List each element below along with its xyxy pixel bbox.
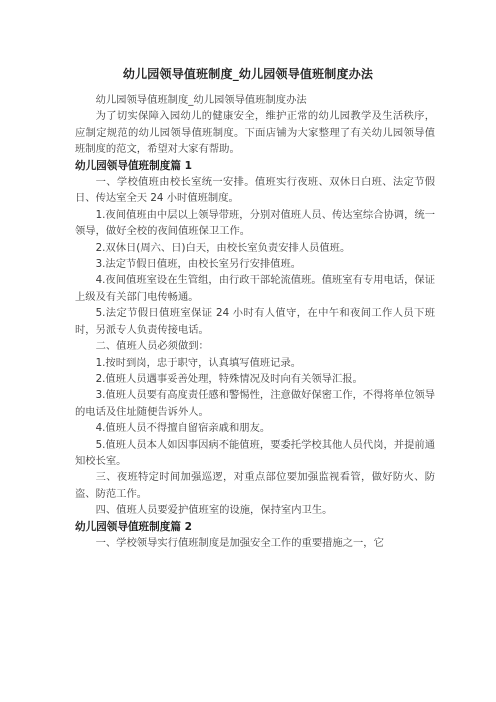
paragraph: 一、学校领导实行值班制度是加强安全工作的重要措施之一，它 [95,536,384,549]
paragraph: 1.夜间值班由中层以上领导带班，分别对值班人员、传达室综合协调，统一领导，做好全校的夜间值班保卫工作。 [75,208,435,238]
paragraph: 二、值班人员必须做到： [95,340,209,353]
paragraph: 3.法定节假日值班，由校长室另行安排值班。 [95,258,302,271]
paragraph: 2.双休日(周六、日)白天，由校长室负责安排人员值班。 [95,241,351,254]
paragraph: 1.按时到岗，忠于职守，认真填写值班记录。 [95,356,302,369]
document-title: 幼儿园领导值班制度_幼儿园领导值班制度办法 [122,67,374,81]
intro-paragraph: 为了切实保障入园幼儿的健康安全，维护正常的幼儿园教学及生活秩序，应制定规范的幼儿园领导值班制度。下面店铺为大家整理了有关幼儿园领导值班制度的范文，希望对大家有帮助。 [75,110,435,156]
document-body [75,92,435,551]
section-heading-2: 幼儿园领导值班制度篇 2 [75,520,192,533]
paragraph: 5.法定节假日值班室保证 24 小时有人值守，在中午和夜间工作人员下班时，另派专人负责传接电话。 [75,307,435,336]
paragraph: 3.值班人员要有高度责任感和警惕性，注意做好保密工作，不得将单位领导的电话及住址随便告诉外人。 [75,389,435,418]
paragraph: 一、学校值班由校长室统一安排。值班实行夜班、双休日白班、法定节假日、传达室全天 24 小时值班制度。 [75,176,435,205]
paragraph: 5.值班人员本人如因事因病不能值班，要委托学校其他人员代岗，并提前通知校长室。 [75,438,435,467]
paragraph: 四、值班人员要爱护值班室的设施，保持室内卫生。 [95,504,333,517]
paragraph: 4.夜间值班室设在生管组，由行政干部轮流值班。值班室有专用电话，保证上级及有关部门电传畅通。 [75,274,435,303]
intro-line: 幼儿园领导值班制度_幼儿园领导值班制度办法 [95,94,307,106]
paragraph: 2.值班人员遇事妥善处理，特殊情况及时向有关领导汇报。 [95,372,363,385]
paragraph: 4.值班人员不得擅自留宿亲戚和朋友。 [95,422,271,435]
section-heading-1: 幼儿园领导值班制度篇 1 [75,159,192,172]
paragraph: 三、夜班特定时间加强巡逻，对重点部位要加强监视看管，做好防火、防盗、防范工作。 [75,471,435,500]
